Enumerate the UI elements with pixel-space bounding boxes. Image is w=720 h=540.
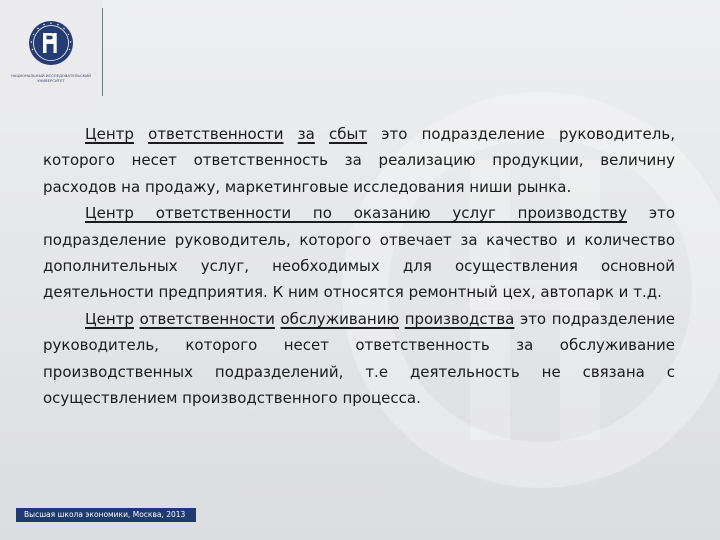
hse-logo-icon <box>28 20 74 66</box>
term-underlined: ответственности <box>139 309 275 328</box>
term-underlined: Центр ответственности по оказанию услуг производству <box>85 204 628 223</box>
term-underlined: Центр <box>85 125 134 143</box>
term-underlined: производства <box>404 309 515 328</box>
logo-caption <box>8 74 94 84</box>
term-underlined: Центр <box>85 309 134 328</box>
term-underlined: обслуживанию <box>280 309 400 328</box>
paragraph-text: это подразделение руководитель, которого несет ответственность за реализацию продукции, величину расходов на продажу, маркетинговые исследования ниши рынка. <box>43 125 675 196</box>
paragraph-services-center <box>43 200 675 306</box>
paragraph-text: это подразделение руководитель, которого несет ответственность за обслуживание производственных подразделений, т.е деятельность не связана с осуществлением производственного процесса. <box>43 309 675 408</box>
paragraph-text: это подразделение руководитель, которого отвечает за качество и количество дополнительных услуг, необходимых для осуществления основной деятельности предприятия. К ним относятся ремонтный цех, автопарк и т.д. <box>43 204 676 302</box>
footer-text: Высшая школа экономики, Москва, 2013 <box>24 510 186 519</box>
paragraph-maintenance-center <box>43 306 675 412</box>
logo-caption-line2: УНИВЕРСИТЕТ <box>37 79 65 83</box>
slide-body <box>43 121 675 411</box>
header-divider <box>102 8 103 96</box>
paragraph-sales-center <box>43 121 675 200</box>
hse-logo <box>28 20 74 66</box>
term-underlined: сбыт <box>329 125 368 143</box>
logo-caption-line1: НАЦИОНАЛЬНЫЙ ИССЛЕДОВАТЕЛЬСКИЙ <box>11 74 91 78</box>
term-underlined: за <box>297 125 315 143</box>
term-underlined: ответственности <box>148 125 284 143</box>
